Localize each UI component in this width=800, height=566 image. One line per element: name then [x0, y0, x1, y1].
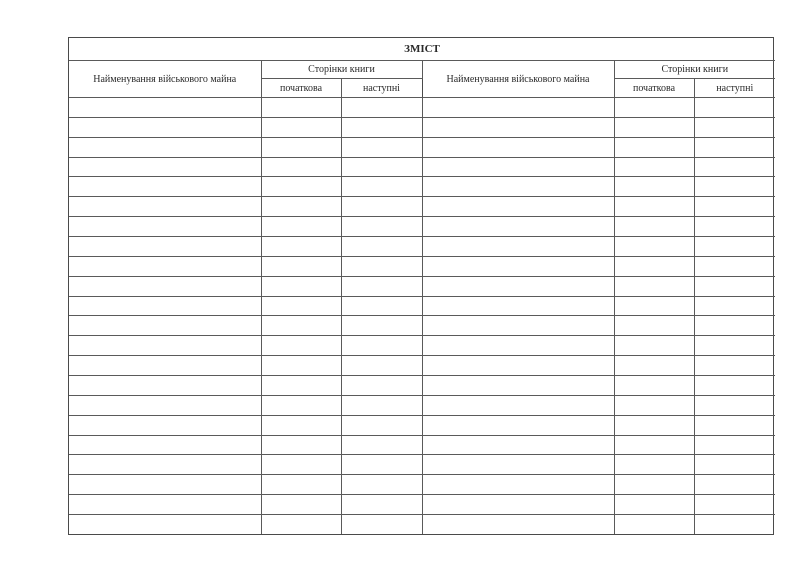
property-name-cell [422, 276, 614, 296]
initial-page-cell [614, 117, 694, 137]
property-name-cell [422, 117, 614, 137]
next-pages-cell [694, 376, 775, 396]
table-row [69, 475, 775, 495]
next-pages-cell [694, 475, 775, 495]
table-row [69, 276, 775, 296]
next-pages-cell [341, 256, 422, 276]
property-name-cell [69, 276, 261, 296]
property-name-cell [422, 336, 614, 356]
next-pages-cell [341, 177, 422, 197]
property-name-cell [422, 217, 614, 237]
next-pages-cell [694, 455, 775, 475]
next-pages-cell [694, 395, 775, 415]
property-name-cell [69, 435, 261, 455]
table-row [69, 98, 775, 118]
property-name-cell [69, 316, 261, 336]
initial-page-cell [614, 276, 694, 296]
property-name-header-right: Найменування військового майна [422, 61, 614, 98]
initial-page-cell [614, 137, 694, 157]
next-pages-cell [341, 415, 422, 435]
next-pages-cell [694, 515, 775, 534]
table-row [69, 217, 775, 237]
initial-page-cell [614, 237, 694, 257]
table-row [69, 515, 775, 534]
initial-page-cell [261, 117, 341, 137]
next-pages-cell [341, 137, 422, 157]
table-row [69, 117, 775, 137]
table-row [69, 137, 775, 157]
next-pages-cell [341, 495, 422, 515]
property-name-cell [422, 296, 614, 316]
property-name-cell [422, 415, 614, 435]
initial-page-cell [261, 316, 341, 336]
table-row [69, 495, 775, 515]
property-name-cell [69, 256, 261, 276]
table-row [69, 376, 775, 396]
property-name-cell [69, 217, 261, 237]
property-name-cell [422, 435, 614, 455]
initial-page-cell [614, 157, 694, 177]
next-pages-cell [694, 415, 775, 435]
next-pages-cell [694, 356, 775, 376]
initial-page-cell [614, 515, 694, 534]
initial-page-cell [261, 197, 341, 217]
initial-page-cell [261, 157, 341, 177]
next-pages-cell [341, 475, 422, 495]
next-pages-cell [694, 197, 775, 217]
property-name-cell [422, 495, 614, 515]
next-pages-cell [694, 157, 775, 177]
initial-page-cell [614, 475, 694, 495]
next-pages-cell [694, 435, 775, 455]
initial-page-cell [261, 515, 341, 534]
next-pages-cell [341, 515, 422, 534]
table-row [69, 157, 775, 177]
table-row [69, 316, 775, 336]
next-pages-cell [341, 356, 422, 376]
initial-page-cell [261, 455, 341, 475]
initial-page-cell [614, 415, 694, 435]
initial-page-cell [261, 376, 341, 396]
initial-page-header-left: початкова [261, 79, 341, 98]
initial-page-cell [614, 316, 694, 336]
property-name-cell [69, 137, 261, 157]
property-name-cell [69, 395, 261, 415]
initial-page-cell [261, 415, 341, 435]
property-name-cell [422, 455, 614, 475]
initial-page-cell [261, 276, 341, 296]
initial-page-cell [614, 256, 694, 276]
contents-table [69, 38, 775, 534]
next-pages-cell [694, 237, 775, 257]
initial-page-cell [614, 98, 694, 118]
property-name-cell [69, 356, 261, 376]
initial-page-cell [261, 137, 341, 157]
property-name-cell [422, 475, 614, 495]
initial-page-cell [261, 435, 341, 455]
property-name-header-left: Найменування військового майна [69, 61, 261, 98]
table-row [69, 177, 775, 197]
table-row [69, 197, 775, 217]
property-name-cell [422, 137, 614, 157]
property-name-cell [422, 157, 614, 177]
initial-page-cell [614, 495, 694, 515]
table-row [69, 415, 775, 435]
next-pages-cell [694, 117, 775, 137]
initial-page-cell [261, 217, 341, 237]
initial-page-cell [261, 98, 341, 118]
book-pages-header-right: Сторінки книги [614, 61, 775, 79]
property-name-cell [69, 177, 261, 197]
property-name-cell [422, 237, 614, 257]
next-pages-cell [341, 395, 422, 415]
next-pages-cell [341, 455, 422, 475]
contents-body [69, 98, 775, 535]
next-pages-cell [694, 276, 775, 296]
table-row [69, 256, 775, 276]
initial-page-cell [261, 177, 341, 197]
next-pages-cell [694, 316, 775, 336]
initial-page-cell [614, 376, 694, 396]
property-name-cell [69, 415, 261, 435]
next-pages-header-right: наступні [694, 79, 775, 98]
initial-page-cell [261, 395, 341, 415]
initial-page-cell [614, 435, 694, 455]
property-name-cell [422, 98, 614, 118]
initial-page-cell [261, 356, 341, 376]
initial-page-cell [261, 237, 341, 257]
next-pages-cell [694, 256, 775, 276]
property-name-cell [422, 177, 614, 197]
table-row [69, 395, 775, 415]
next-pages-header-left: наступні [341, 79, 422, 98]
property-name-cell [69, 515, 261, 534]
next-pages-cell [694, 217, 775, 237]
property-name-cell [422, 316, 614, 336]
initial-page-cell [261, 296, 341, 316]
next-pages-cell [694, 137, 775, 157]
next-pages-cell [694, 296, 775, 316]
initial-page-cell [261, 336, 341, 356]
property-name-cell [69, 475, 261, 495]
next-pages-cell [341, 316, 422, 336]
initial-page-cell [614, 395, 694, 415]
book-pages-header-left: Сторінки книги [261, 61, 422, 79]
next-pages-cell [341, 435, 422, 455]
next-pages-cell [694, 495, 775, 515]
property-name-cell [69, 495, 261, 515]
next-pages-cell [341, 157, 422, 177]
contents-form [68, 37, 774, 535]
next-pages-cell [694, 98, 775, 118]
property-name-cell [69, 117, 261, 137]
property-name-cell [422, 356, 614, 376]
property-name-cell [422, 197, 614, 217]
next-pages-cell [694, 177, 775, 197]
next-pages-cell [341, 117, 422, 137]
initial-page-cell [614, 217, 694, 237]
table-row [69, 435, 775, 455]
next-pages-cell [341, 296, 422, 316]
initial-page-cell [261, 495, 341, 515]
next-pages-cell [341, 98, 422, 118]
contents-title: ЗМІСТ [69, 38, 775, 61]
property-name-cell [69, 237, 261, 257]
initial-page-cell [614, 356, 694, 376]
initial-page-cell [614, 177, 694, 197]
table-row [69, 356, 775, 376]
property-name-cell [69, 376, 261, 396]
property-name-cell [69, 455, 261, 475]
initial-page-cell [614, 455, 694, 475]
next-pages-cell [341, 376, 422, 396]
next-pages-cell [341, 217, 422, 237]
next-pages-cell [341, 276, 422, 296]
property-name-cell [69, 296, 261, 316]
initial-page-cell [614, 197, 694, 217]
property-name-cell [69, 157, 261, 177]
table-row [69, 336, 775, 356]
table-row [69, 455, 775, 475]
next-pages-cell [694, 336, 775, 356]
property-name-cell [422, 376, 614, 396]
initial-page-header-right: початкова [614, 79, 694, 98]
table-row [69, 237, 775, 257]
table-row [69, 296, 775, 316]
property-name-cell [69, 336, 261, 356]
initial-page-cell [614, 296, 694, 316]
next-pages-cell [341, 197, 422, 217]
initial-page-cell [261, 256, 341, 276]
property-name-cell [69, 197, 261, 217]
property-name-cell [422, 395, 614, 415]
property-name-cell [69, 98, 261, 118]
initial-page-cell [261, 475, 341, 495]
next-pages-cell [341, 237, 422, 257]
next-pages-cell [341, 336, 422, 356]
property-name-cell [422, 256, 614, 276]
initial-page-cell [614, 336, 694, 356]
property-name-cell [422, 515, 614, 534]
